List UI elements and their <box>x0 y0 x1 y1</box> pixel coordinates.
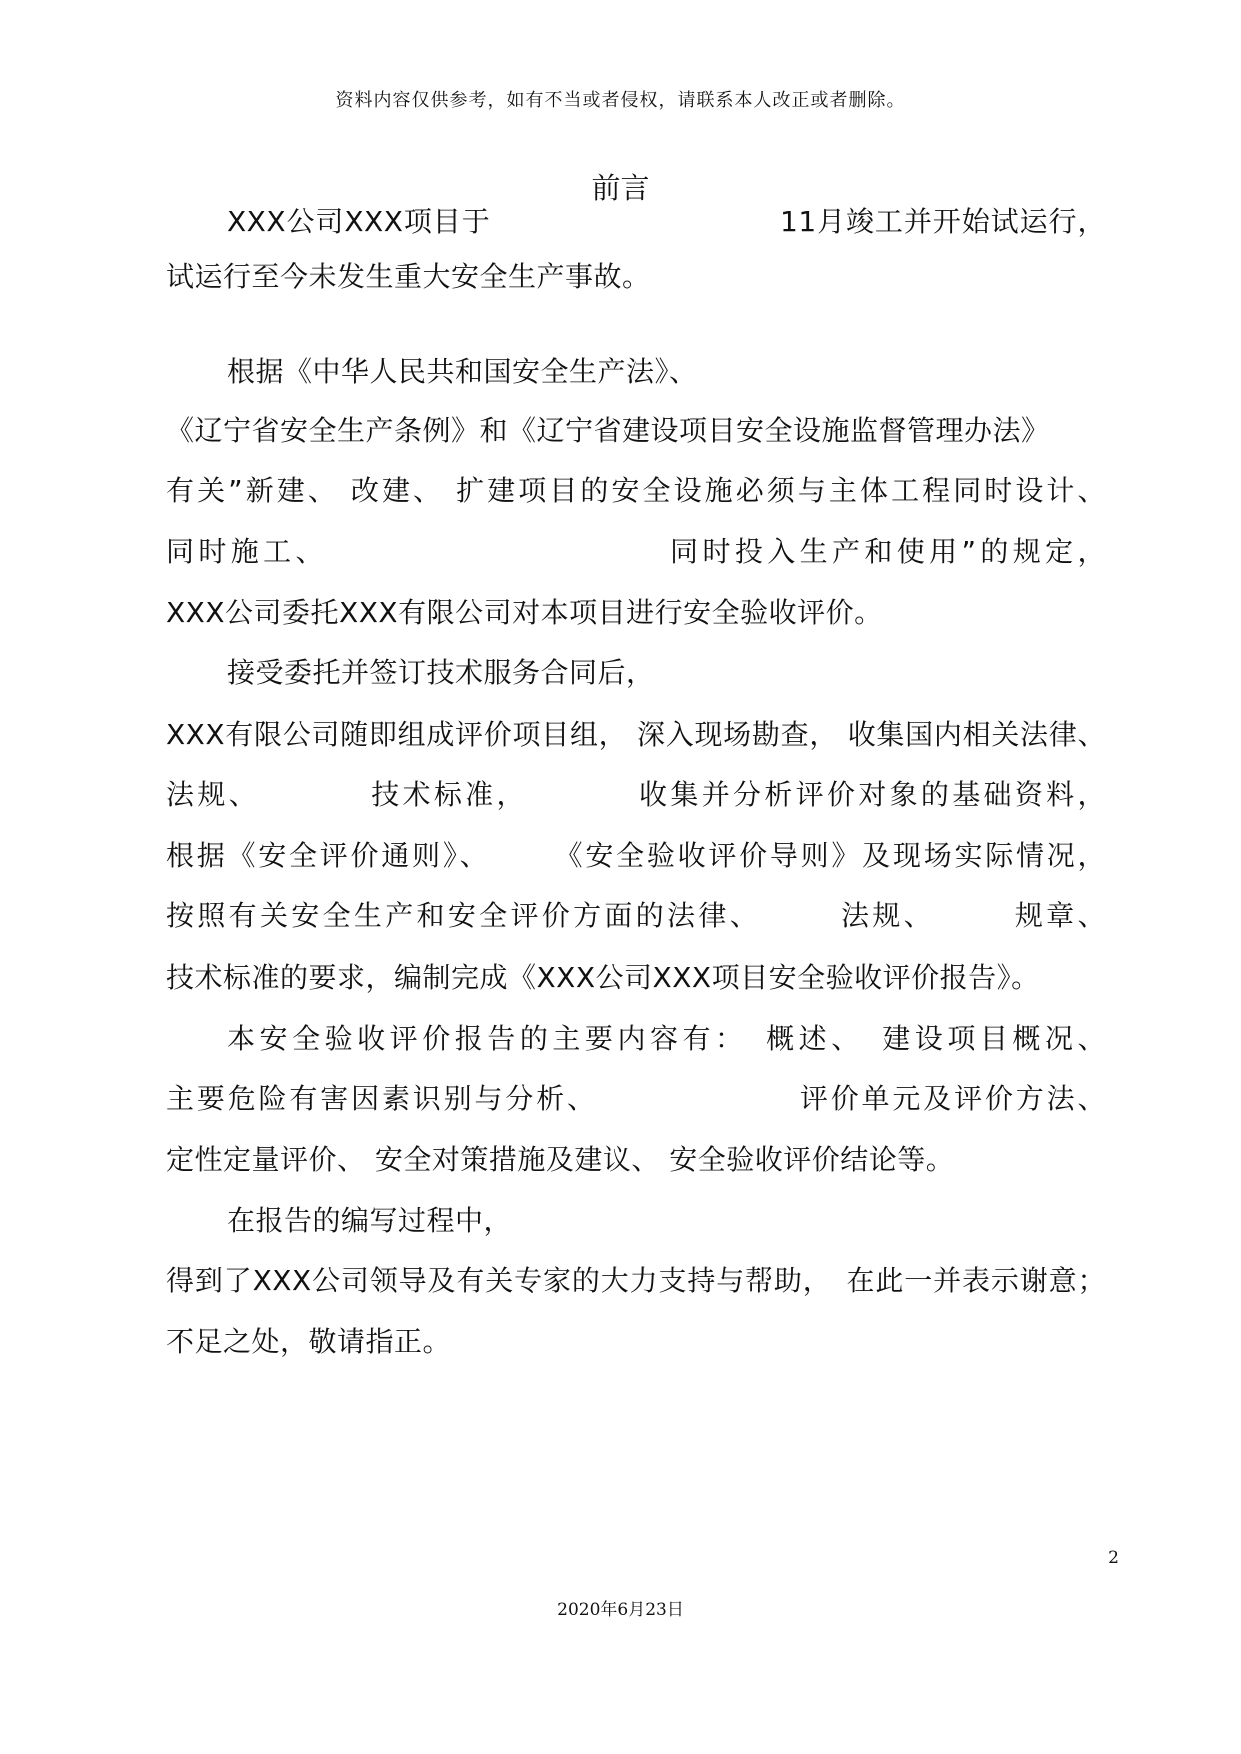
paragraph-line: 本安全验收评价报告的主要内容有： 概述、 建设项目概况、 <box>227 1022 1106 1055</box>
paragraph-line: 定性定量评价、 安全对策措施及建议、 安全验收评价结论等。 <box>166 1143 955 1176</box>
paragraph-line: 主要危险有害因素识别与分析、 评价单元及评价方法、 <box>166 1082 1106 1115</box>
paragraph-line: 试运行至今未发生重大安全生产事故。 <box>166 260 651 293</box>
paragraph-line: XXX有限公司随即组成评价项目组， 深入现场勘查， 收集国内相关法律、 <box>166 718 1106 751</box>
paragraph-line: 不足之处，敬请指正。 <box>166 1325 452 1358</box>
paragraph-line: XXX公司XXX项目于 11月竣工并开始试运行， <box>227 205 1106 238</box>
header-note: 资料内容仅供参考，如有不当或者侵权，请联系本人改正或者删除。 <box>335 90 906 111</box>
paragraph-line: 技术标准的要求，编制完成《XXX公司XXX项目安全验收评价报告》。 <box>166 961 1040 994</box>
paragraph-line: 根据《安全评价通则》、 《安全验收评价导则》及现场实际情况， <box>166 839 1106 872</box>
page-title: 前言 <box>591 171 650 205</box>
paragraph-line: 在报告的编写过程中， <box>227 1204 513 1237</box>
paragraph-line: 有关”新建、 改建、 扩建项目的安全设施必须与主体工程同时设计、 <box>166 474 1106 507</box>
paragraph-line: 接受委托并签订技术服务合同后， <box>227 656 655 689</box>
paragraph-line: 同时施工、 同时投入生产和使用”的规定， <box>166 535 1106 568</box>
paragraph-line: 根据《中华人民共和国安全生产法》、 <box>227 355 698 388</box>
paragraph-line: 法规、 技术标准， 收集并分析评价对象的基础资料， <box>166 778 1106 811</box>
paragraph-line: 按照有关安全生产和安全评价方面的法律、 法规、 规章、 <box>166 899 1106 932</box>
footer-date: 2020年6月23日 <box>557 1600 684 1620</box>
paragraph-line: XXX公司委托XXX有限公司对本项目进行安全验收评价。 <box>166 596 883 629</box>
paragraph-line: 《辽宁省安全生产条例》和《辽宁省建设项目安全设施监督管理办法》 <box>166 414 1050 447</box>
page-number: 2 <box>1108 1548 1119 1568</box>
paragraph-line: 得到了XXX公司领导及有关专家的大力支持与帮助， 在此一并表示谢意； <box>166 1264 1106 1297</box>
